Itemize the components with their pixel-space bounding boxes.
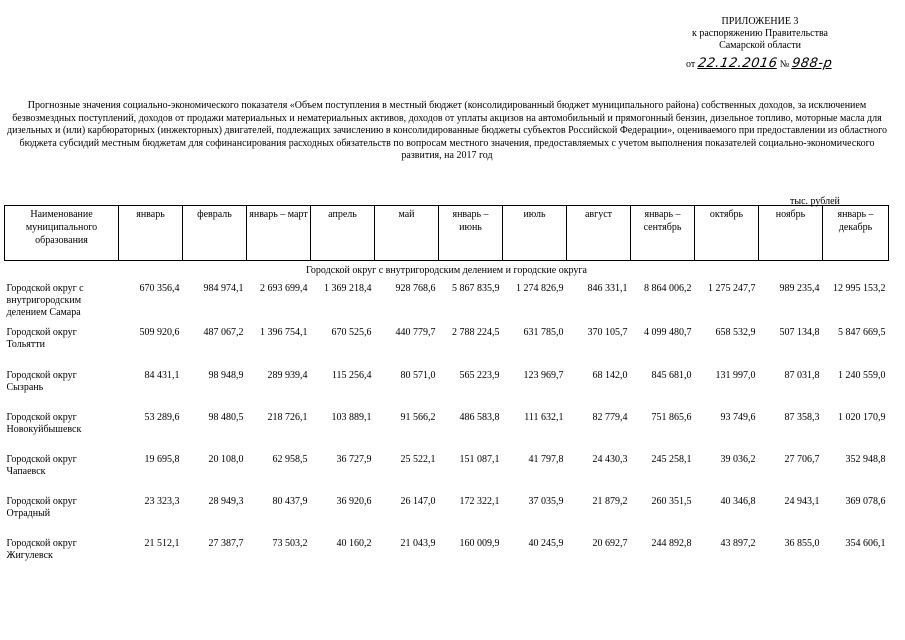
unit-label: тыс. рублей: [790, 196, 840, 207]
municipality-name: Городской округ Отрадный: [6, 496, 77, 519]
value-cell: 123 969,7: [523, 370, 564, 381]
table-row: [5, 454, 889, 496]
value-cell: 24 943,1: [784, 496, 820, 507]
header-row: [5, 206, 889, 261]
value-cell: 507 134,8: [779, 327, 820, 338]
value-cell: 62 958,5: [272, 454, 308, 465]
value-cell: 658 532,9: [715, 327, 756, 338]
table-row: [5, 327, 889, 370]
value-cell: 1 369 218,4: [324, 283, 372, 294]
value-cell: 87 031,8: [784, 370, 820, 381]
value-cell: 487 067,2: [203, 327, 244, 338]
value-cell: 352 948,8: [845, 454, 886, 465]
value-cell: 20 108,0: [208, 454, 244, 465]
value-cell: 26 147,0: [400, 496, 436, 507]
value-cell: 21 512,1: [144, 538, 180, 549]
municipality-name: Городской округ с внутригородским делением Самара: [6, 283, 84, 318]
appendix-header: [660, 16, 860, 52]
value-cell: 93 749,6: [720, 412, 756, 423]
municipality-name: Городской округ Новокуйбышевск: [6, 412, 82, 435]
value-cell: 1 275 247,7: [708, 283, 756, 294]
value-cell: 36 920,6: [336, 496, 372, 507]
value-cell: 37 035,9: [528, 496, 564, 507]
column-header: апрель: [311, 206, 375, 261]
column-header: январь – июнь: [439, 206, 503, 261]
value-cell: 160 009,9: [459, 538, 500, 549]
value-cell: 98 480,5: [208, 412, 244, 423]
column-header: январь: [119, 206, 183, 261]
order-reference: [686, 56, 832, 71]
value-cell: 289 939,4: [267, 370, 308, 381]
value-cell: 751 865,6: [651, 412, 692, 423]
table-row: [5, 283, 889, 327]
value-cell: 4 099 480,7: [644, 327, 692, 338]
value-cell: 24 430,3: [592, 454, 628, 465]
group-row: [5, 261, 889, 284]
value-cell: 131 997,0: [715, 370, 756, 381]
value-cell: 40 160,2: [336, 538, 372, 549]
value-cell: 80 437,9: [272, 496, 308, 507]
appendix-line: Самарской области: [719, 40, 801, 51]
column-header: январь – сентябрь: [631, 206, 695, 261]
appendix-line: ПРИЛОЖЕНИЕ 3: [721, 16, 799, 27]
column-header: август: [567, 206, 631, 261]
value-cell: 670 356,4: [139, 283, 180, 294]
value-cell: 8 864 006,2: [644, 283, 692, 294]
appendix-line: к распоряжению Правительства: [691, 28, 828, 39]
value-cell: 25 522,1: [400, 454, 436, 465]
value-cell: 36 727,9: [336, 454, 372, 465]
value-cell: 440 779,7: [395, 327, 436, 338]
municipality-name: Городской округ Сызрань: [6, 370, 77, 393]
value-cell: 845 681,0: [651, 370, 692, 381]
value-cell: 846 331,1: [587, 283, 628, 294]
value-cell: 245 258,1: [651, 454, 692, 465]
value-cell: 68 142,0: [592, 370, 628, 381]
value-cell: 370 105,7: [587, 327, 628, 338]
value-cell: 565 223,9: [459, 370, 500, 381]
value-cell: 354 606,1: [845, 538, 886, 549]
value-cell: 73 503,2: [272, 538, 308, 549]
value-cell: 20 692,7: [592, 538, 628, 549]
value-cell: 244 892,8: [651, 538, 692, 549]
group-title: Городской округ с внутригородским делением и городские округа: [306, 265, 587, 276]
value-cell: 2 788 224,5: [452, 327, 500, 338]
column-header: октябрь: [695, 206, 759, 261]
column-header: Наименование муниципального образования: [5, 206, 119, 261]
value-cell: 87 358,3: [784, 412, 820, 423]
value-cell: 43 897,2: [720, 538, 756, 549]
value-cell: 369 078,6: [845, 496, 886, 507]
value-cell: 1 396 754,1: [260, 327, 308, 338]
value-cell: 98 948,9: [208, 370, 244, 381]
value-cell: 19 695,8: [144, 454, 180, 465]
value-cell: 21 879,2: [592, 496, 628, 507]
number-label: №: [779, 59, 790, 70]
table-row: [5, 412, 889, 454]
column-header: июль: [503, 206, 567, 261]
value-cell: 2 693 699,4: [260, 283, 308, 294]
value-cell: 23 323,3: [144, 496, 180, 507]
value-cell: 486 583,8: [459, 412, 500, 423]
municipality-name: Городской округ Тольятти: [6, 327, 77, 350]
value-cell: 91 566,2: [400, 412, 436, 423]
value-cell: 928 768,6: [395, 283, 436, 294]
value-cell: 40 346,8: [720, 496, 756, 507]
value-cell: 509 920,6: [139, 327, 180, 338]
value-cell: 1 274 826,9: [516, 283, 564, 294]
value-cell: 27 706,7: [784, 454, 820, 465]
value-cell: 260 351,5: [651, 496, 692, 507]
municipality-name: Городской округ Жигулевск: [6, 538, 77, 561]
value-cell: 5 867 835,9: [452, 283, 500, 294]
value-cell: 5 847 669,5: [838, 327, 886, 338]
forecast-table: [4, 205, 889, 580]
document-title: Прогнозные значения социально-экономического показателя «Объем поступления в местный бюджет (консолидированный бюджет муниципального района) собственных доходов, за исключением безвозмездных поступлений, доходов от продажи материальных и нематериальных активов, доходов от уплаты акцизов на автомобильный и прямогонный бензин, дизельное топливо, моторные масла для дизельных и (или) карбюраторных (инжекторных) двигателей, подлежащих зачислению в консолидированные бюджеты субъектов Российской Федерации», оцениваемого при предоставлении из областного бюджета субсидий местным бюджетам для софинансирования расходных обязательств по вопросам местного значения, предоставляемых с учетом выполнения показателей социально-экономического развития, на 2017 год: [7, 100, 887, 161]
value-cell: 40 245,9: [528, 538, 564, 549]
value-cell: 28 949,3: [208, 496, 244, 507]
table-row: [5, 538, 889, 580]
column-header: ноябрь: [759, 206, 823, 261]
value-cell: 151 087,1: [459, 454, 500, 465]
value-cell: 631 785,0: [523, 327, 564, 338]
value-cell: 984 974,1: [203, 283, 244, 294]
column-header: январь – декабрь: [823, 206, 889, 261]
table-row: [5, 370, 889, 412]
value-cell: 115 256,4: [331, 370, 372, 381]
from-label: от: [686, 59, 696, 70]
value-cell: 36 855,0: [784, 538, 820, 549]
value-cell: 1 240 559,0: [838, 370, 886, 381]
column-header: май: [375, 206, 439, 261]
order-number: 988-р: [790, 56, 834, 71]
value-cell: 989 235,4: [779, 283, 820, 294]
table-row: [5, 496, 889, 538]
value-cell: 218 726,1: [267, 412, 308, 423]
value-cell: 80 571,0: [400, 370, 436, 381]
value-cell: 172 322,1: [459, 496, 500, 507]
value-cell: 111 632,1: [524, 412, 564, 423]
value-cell: 41 797,8: [528, 454, 564, 465]
value-cell: 103 889,1: [331, 412, 372, 423]
column-header: февраль: [183, 206, 247, 261]
value-cell: 27 387,7: [208, 538, 244, 549]
value-cell: 39 036,2: [720, 454, 756, 465]
order-date: 22.12.2016: [696, 56, 779, 71]
value-cell: 21 043,9: [400, 538, 436, 549]
value-cell: 53 289,6: [144, 412, 180, 423]
value-cell: 670 525,6: [331, 327, 372, 338]
value-cell: 82 779,4: [592, 412, 628, 423]
column-header: январь – март: [247, 206, 311, 261]
value-cell: 1 020 170,9: [838, 412, 886, 423]
value-cell: 84 431,1: [144, 370, 180, 381]
value-cell: 12 995 153,2: [833, 283, 886, 294]
municipality-name: Городской округ Чапаевск: [6, 454, 77, 477]
